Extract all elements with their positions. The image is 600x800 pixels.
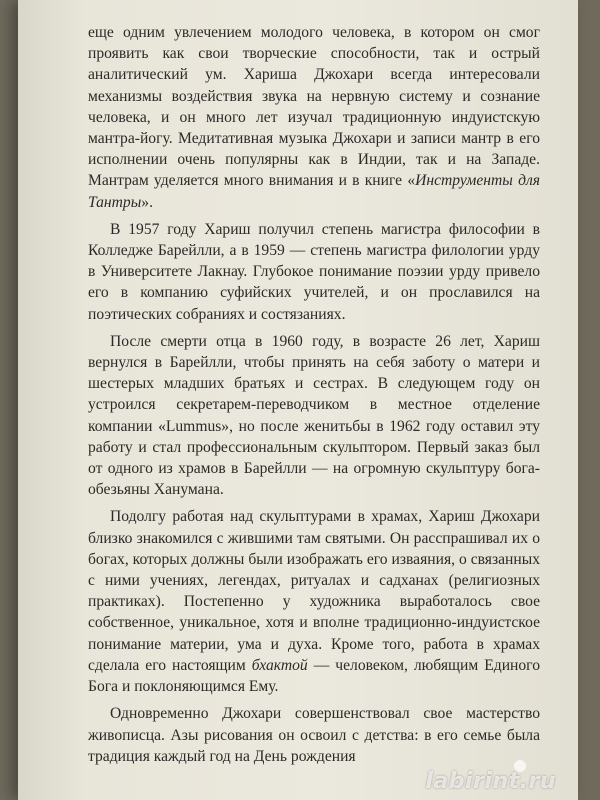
- paragraph-4: [88, 506, 540, 697]
- text-run: — человеком, любящим Единого Бога и поклоняющимся Ему.: [88, 656, 540, 696]
- text-run: В 1957 году Хариш получил степень магистра философии в Колледже Барейлли, а в 1959 — степень магистра филологии урду в Университете Лакнау. Глубокое понимание поэзии урду привело его в компанию суфийских учителей, и он прославился на поэтических собраниях и состязаниях.: [88, 220, 540, 323]
- text-run: После смерти отца в 1960 году, в возрасте 26 лет, Хариш вернулся в Барейлли, чтобы принять на себя заботу о матери и шестерых младших братьях и сестрах. В следующем году он устроился секретарем-переводчиком в местное отделение компании «Lummus», но после женитьбы в 1962 году оставил эту работу и стал профессиональным скульптором. Первый заказ был от одного из храмов в Барейлли — на огромную скульптуру бога-обезьяны Ханумана.: [88, 332, 540, 499]
- book-page: [18, 0, 578, 800]
- paragraph-2: [88, 219, 540, 325]
- page-text-body: [88, 22, 540, 773]
- paragraph-1: [88, 22, 540, 213]
- text-run: Одновременно Джохари совершенствовал свое мастерство живописца. Азы рисования он освоил с детства: в его семье была традиция каждый год на День рождения: [88, 705, 540, 765]
- text-run: ».: [141, 193, 153, 211]
- italic-text: Инструменты для Тантры: [88, 172, 541, 211]
- watermark: labirint.ru: [425, 769, 556, 794]
- text-run: Подолгу работая над скульптурами в храмах, Хариш Джохари близко знакомился с жившими там святыми. Он расспрашивал их о богах, которых должны были изображать его изваяния, о связанных с ними учениях, легендах, ритуалах и садханах (религиозных практиках). Постепенно у художника выработалось свое собственное, уникальное, хотя и вполне традиционно-индуистское понимание материи, ума и духа. Кроме того, работа в храмах сделала его настоящим: [88, 508, 540, 674]
- text-run: еще одним увлечением молодого человека, в котором он смог проявить как свои творческие способности, так и острый аналитический ум. Хариша Джохари всегда интересовали механизмы воздействия звука на нервную систему и сознание человека, и он много лет изучал традиционную индуистскую мантра-йогу. Медитативная музыка Джохари и записи мантр в его исполнении очень популярны как в Индии, так и на Западе. Мантрам уделяется много внимания и в книге «: [88, 24, 540, 190]
- italic-text: бхактой: [251, 656, 308, 674]
- paragraph-3: [88, 331, 540, 501]
- paragraph-5: [88, 703, 540, 767]
